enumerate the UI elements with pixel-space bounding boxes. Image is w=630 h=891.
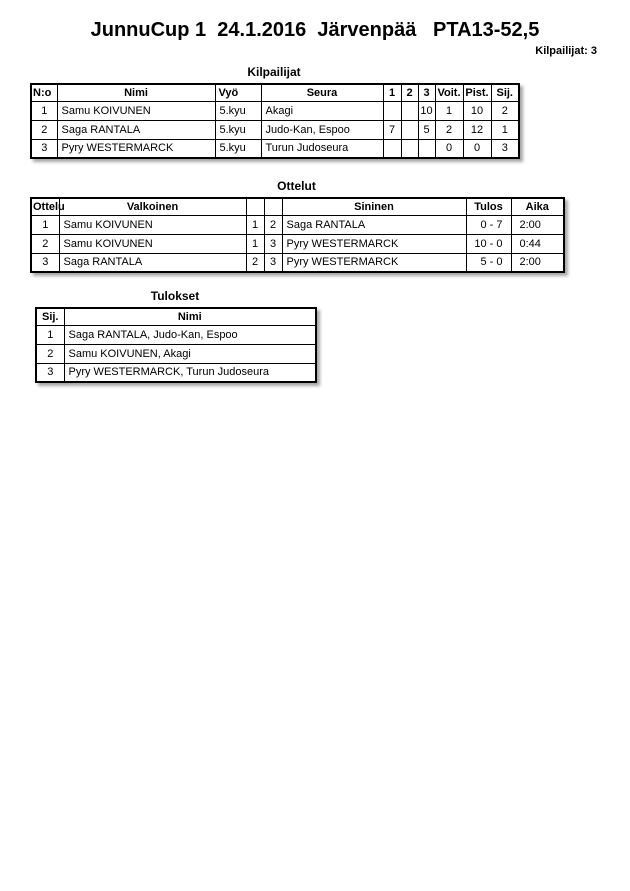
score-vs-3: 5 [418,120,435,139]
white-number: 1 [246,215,264,234]
col-header-no: N:o [31,84,57,101]
match-score: 5 - 0 [466,253,511,272]
competitor-name: Saga RANTALA [57,120,215,139]
col-header-white: Valkoinen [59,198,246,215]
result-name: Samu KOIVUNEN, Akagi [64,344,316,363]
results-section [35,289,315,383]
competitor-wins: 1 [435,101,463,120]
col-header-1: 1 [383,84,401,101]
blue-name: Saga RANTALA [282,215,466,234]
blue-name: Pyry WESTERMARCK [282,234,466,253]
blue-number: 3 [264,234,282,253]
match-score: 0 - 7 [466,215,511,234]
blue-name: Pyry WESTERMARCK [282,253,466,272]
score-vs-2 [401,101,418,120]
matches-header-row [31,198,564,215]
white-number: 1 [246,234,264,253]
col-header-white-no [246,198,264,215]
page-title: JunnuCup 1 24.1.2016 Järvenpää PTA13-52,5 [90,19,540,41]
match-row [31,234,564,253]
competitors-table [30,83,520,159]
blue-number: 2 [264,215,282,234]
col-header-time: Aika [511,198,564,215]
score-vs-2 [401,139,418,158]
col-header-belt: Vyö [215,84,261,101]
result-row [36,363,316,382]
matches-table [30,197,565,273]
match-number: 3 [31,253,59,272]
competitors-section [30,65,518,159]
results-heading: Tulokset [150,289,200,303]
competitor-name: Pyry WESTERMARCK [57,139,215,158]
col-header-2: 2 [401,84,418,101]
matches-heading: Ottelut [277,179,316,193]
competitor-name: Samu KOIVUNEN [57,101,215,120]
col-header-club: Seura [261,84,383,101]
match-time: 2:00 [511,253,564,272]
competitor-number: 3 [31,139,57,158]
col-header-name: Nimi [57,84,215,101]
competitor-row [31,120,519,139]
competitor-points: 12 [463,120,491,139]
white-name: Samu KOIVUNEN [59,234,246,253]
col-header-result-place: Sij. [36,308,64,325]
result-place: 2 [36,344,64,363]
score-vs-1 [383,101,401,120]
competitor-club: Akagi [261,101,383,120]
competitor-belt: 5.kyu [215,120,261,139]
white-name: Saga RANTALA [59,253,246,272]
matches-section [30,179,563,273]
competitor-number: 2 [31,120,57,139]
results-header-row [36,308,316,325]
competitor-row [31,101,519,120]
competitor-club: Judo-Kan, Espoo [261,120,383,139]
col-header-3: 3 [418,84,435,101]
competitor-belt: 5.kyu [215,139,261,158]
result-row [36,344,316,363]
match-number: 1 [31,215,59,234]
competitor-belt: 5.kyu [215,101,261,120]
score-vs-1 [383,139,401,158]
results-table [35,307,317,383]
competitor-row [31,139,519,158]
match-time: 0:44 [511,234,564,253]
col-header-points: Pist. [463,84,491,101]
match-time: 2:00 [511,215,564,234]
match-score: 10 - 0 [466,234,511,253]
white-number: 2 [246,253,264,272]
score-vs-3 [418,139,435,158]
competitor-wins: 2 [435,120,463,139]
col-header-wins: Voit. [435,84,463,101]
result-place: 1 [36,325,64,344]
competitor-points: 10 [463,101,491,120]
competitor-club: Turun Judoseura [261,139,383,158]
col-header-score: Tulos [466,198,511,215]
competitor-place: 1 [491,120,519,139]
col-header-blue: Sininen [282,198,466,215]
result-name: Saga RANTALA, Judo-Kan, Espoo [64,325,316,344]
match-row [31,215,564,234]
competitor-place: 2 [491,101,519,120]
score-vs-3: 10 [418,101,435,120]
blue-number: 3 [264,253,282,272]
competitor-number: 1 [31,101,57,120]
score-vs-1: 7 [383,120,401,139]
competitors-heading: Kilpailijat [247,65,301,79]
competitor-place: 3 [491,139,519,158]
white-name: Samu KOIVUNEN [59,215,246,234]
competitors-header-row [31,84,519,101]
competitors-count: Kilpailijat: 3 [535,45,597,57]
col-header-match-no: Ottelu [31,198,59,215]
col-header-blue-no [264,198,282,215]
result-name: Pyry WESTERMARCK, Turun Judoseura [64,363,316,382]
result-row [36,325,316,344]
competitor-wins: 0 [435,139,463,158]
col-header-place: Sij. [491,84,519,101]
match-number: 2 [31,234,59,253]
competitor-points: 0 [463,139,491,158]
result-place: 3 [36,363,64,382]
col-header-result-name: Nimi [64,308,316,325]
score-vs-2 [401,120,418,139]
match-row [31,253,564,272]
